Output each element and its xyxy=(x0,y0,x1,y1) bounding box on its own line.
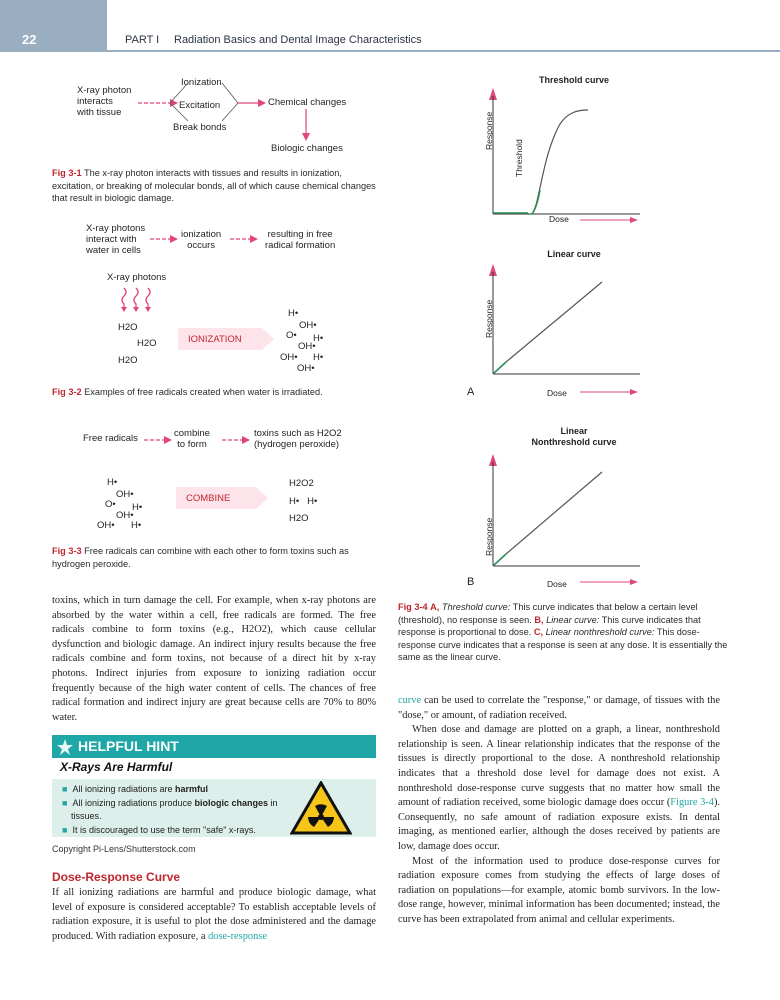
section-paragraph: If all ionizing radiations are harmful and produce biologic damage, what level of exposure is considered acceptable? To establish acceptable levels of radiation exposure, it is useful to plot the dose administered and the damage produced. With radiation exposure, a dose-response xyxy=(52,887,376,942)
fig2-photons-label: X-ray photons xyxy=(107,272,167,283)
linear-x-label: Dose xyxy=(547,388,567,398)
fig1-chemical-changes: Chemical changes xyxy=(268,97,347,108)
fig2-step2: ionization occurs xyxy=(181,229,222,251)
figure-3-4-link[interactable]: Figure 3-4 xyxy=(670,797,714,809)
fig2-h2o-3: H2O xyxy=(118,355,138,366)
panel-b-letter: B xyxy=(467,576,475,588)
fig2-radical: H• xyxy=(313,333,324,344)
fig3-step2: combine to form xyxy=(174,428,210,450)
threshold-curve-title: Threshold curve xyxy=(538,75,610,85)
fig2-ionization-label: IONIZATION xyxy=(188,334,242,345)
hint-copyright: Copyright Pi-Lens/Shutterstock.com xyxy=(52,844,196,854)
header-part: PART I xyxy=(125,34,160,46)
radiation-warning-icon xyxy=(290,781,352,835)
fig2-h2o-2: H2O xyxy=(137,338,157,349)
threshold-inner-label: Threshold xyxy=(514,139,524,177)
hint-item: ■ All ionizing radiations are harmful xyxy=(62,784,209,794)
hint-item: ■ All ionizing radiations produce biologic changes in xyxy=(62,798,278,808)
fig2-step1: X-ray photons interact with water in cells xyxy=(86,223,146,256)
threshold-x-label: Dose xyxy=(549,214,569,224)
fig3-caption: Fig 3-3 Free radicals can combine with each other to form toxins such as hydrogen peroxide. xyxy=(52,546,349,569)
hint-item: ■ It is discouraged to use the term "safe" x-rays. xyxy=(62,825,256,835)
linear-y-label: Response xyxy=(484,299,494,338)
fig3-combine-label: COMBINE xyxy=(186,493,231,504)
fig1-caption: Fig 3-1 The x-ray photon interacts with tissues and results in ionization, excitation, or breaking of molecular bonds, all of which cause chemical changes that result in biologic damage. xyxy=(52,168,376,203)
fig3-step-arrows xyxy=(142,433,257,447)
fig2-radical: OH• xyxy=(280,352,298,363)
threshold-curve-graph xyxy=(480,86,650,232)
fig3-radical: H• xyxy=(131,520,142,531)
fig2-radical: OH• xyxy=(297,363,315,374)
fig2-step-arrows xyxy=(148,232,268,246)
fig2-radical: OH• xyxy=(299,320,317,331)
fig3-h-radicals: H• H• xyxy=(289,496,318,507)
fig2-caption: Fig 3-2 Examples of free radicals created when water is irradiated. xyxy=(52,387,323,397)
fig1-arrows xyxy=(130,75,330,145)
fig3-radical: OH• xyxy=(97,520,115,531)
fig2-radical: H• xyxy=(288,308,299,319)
threshold-y-label: Response xyxy=(484,111,494,150)
fig2-radical: OH• xyxy=(298,341,316,352)
hint-item: tissues. xyxy=(71,811,102,821)
panel-a-letter: A xyxy=(467,386,475,398)
fig1-excitation: Excitation xyxy=(179,100,221,111)
body-paragraph-left: toxins, which in turn damage the cell. For example, when x-ray photons are absorbed by the water within a cell, free radicals are formed. The free radicals combine to form toxins (e.g., H2O2), which cause cellular dysfunction and biologic damage. An indirect injury results because the free radicals combine and form toxins, not because of a direct hit by x-ray photons. Indirect injuries from exposure to ionizing radiation occur frequently because of the high water content of cells. The chances of free radical formation and indirect injury are great because cells are 70% to 80% water. xyxy=(52,595,376,723)
header-rule xyxy=(107,50,780,52)
page-number: 22 xyxy=(22,32,37,47)
linear-nonthreshold-title: Linear Nonthreshold curve xyxy=(531,426,617,447)
fig3-radical: H• xyxy=(107,477,118,488)
fig4-caption: Fig 3-4 A, Threshold curve: This curve indicates that below a certain level (threshold), no response is seen. B, Linear curve: This curve indicates that response is proportional to dose. C, Linear nonthreshold curve: This dose-response curve indicates that a response is seen at any dose. It is essentially the same as the linear curve. xyxy=(398,602,728,662)
fig3-radical: OH• xyxy=(116,510,134,521)
linear-nonthreshold-graph xyxy=(480,452,650,592)
photon-wave-icon xyxy=(118,287,158,313)
page-number-box xyxy=(0,0,107,52)
fig3-radical: H• xyxy=(132,502,143,513)
fig3-step1: Free radicals xyxy=(83,433,138,444)
fig2-h2o-1: H2O xyxy=(118,322,138,333)
dose-response-link[interactable]: dose-response xyxy=(208,930,267,942)
section-heading: Dose-Response Curve xyxy=(52,870,181,884)
nonthreshold-y-label: Response xyxy=(484,517,494,556)
body-paragraph-right: curve can be used to correlate the "response," or damage, of tissues with the "dose," or amount, of radiation received. When dose and damage are plotted on a graph, a linear, nonthreshold relationship is seen. A linear relationship indicates that the response of the tissues is directly proportional to the dose. A nonthreshold relationship indicates that a threshold dose level for damage does not exist. A nonthreshold dose-response curve suggests that no matter how small the amount of radiation received, some biologic damage does occur (Figure 3-4). Consequently, no safe amount of radiation exposure exists. In dental imaging, as mentioned earlier, although the doses received by patients are low, damage does occur. Most of the information used to produce dose-response curves for radiation exposure comes from studying the effects of large doses of radiation on populations—for example, atomic bomb survivors. In the low-dose range, however, minimal information has been documented; instead, the curve has been extrapolated from animal and cellular experiments. xyxy=(398,695,720,925)
fig1-biologic-changes: Biologic changes xyxy=(271,143,343,154)
fig1-ionization: Ionization xyxy=(181,77,222,88)
fig2-radical: H• xyxy=(313,352,324,363)
nonthreshold-x-label: Dose xyxy=(547,579,567,589)
fig3-radical: O• xyxy=(105,499,116,510)
fig2-step3: resulting in free radical formation xyxy=(265,229,336,251)
fig3-step3: toxins such as H2O2 (hydrogen peroxide) xyxy=(254,428,342,450)
curve-link[interactable]: curve xyxy=(398,695,422,706)
header-title: Radiation Basics and Dental Image Characteristics xyxy=(174,34,422,46)
fig3-radical: OH• xyxy=(116,489,134,500)
fig2-radical: O• xyxy=(286,330,297,341)
hint-title: HELPFUL HINT xyxy=(78,738,179,754)
fig1-left-text: X-ray photon interacts with tissue xyxy=(77,85,132,118)
linear-curve-title: Linear curve xyxy=(547,249,601,259)
fig1-break-bonds: Break bonds xyxy=(173,122,227,133)
fig3-h2o: H2O xyxy=(289,513,309,524)
fig3-h2o2: H2O2 xyxy=(289,478,314,489)
hint-subtitle: X-Rays Are Harmful xyxy=(60,760,173,774)
star-icon xyxy=(56,738,74,756)
linear-curve-graph xyxy=(480,262,650,402)
